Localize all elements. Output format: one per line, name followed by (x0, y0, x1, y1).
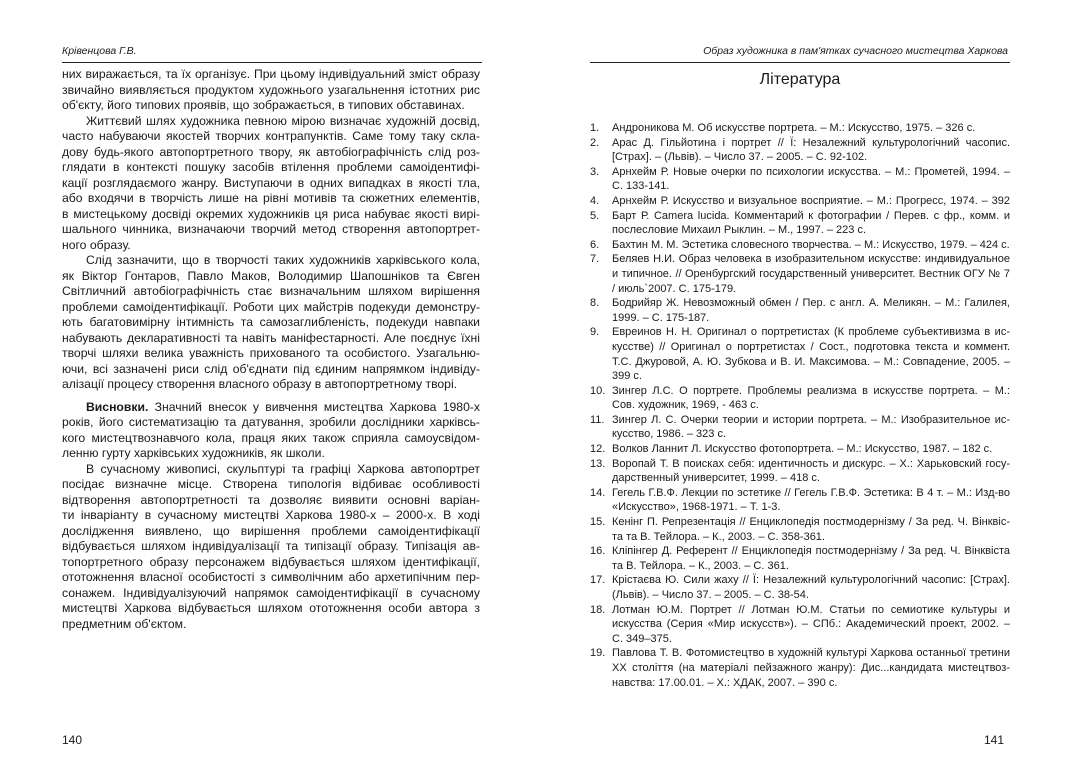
line-text: мистецтві Харкова відбувається шляхом ототожнення особи автора з (62, 601, 480, 615)
text-line (62, 493, 480, 509)
line-text: ючи, всі зазначені риси слід об'єднати під єдиним напрямком індивіду- (62, 361, 480, 376)
running-head-title: Образ художника в пам'ятках сучасного мистецтва Харкова (703, 45, 1008, 57)
line-text: ототожнення власної особистості з символічним або архетипічним пер- (62, 570, 480, 584)
paragraph (62, 253, 480, 393)
reference-number: 14. (590, 486, 606, 499)
reference-item (590, 252, 1010, 296)
reference-text (612, 603, 1010, 647)
reference-item (590, 573, 1010, 602)
reference-line: Барт Р. Camera lucida. Комментарий к фотографии / Перев. с фр., комм. и (612, 209, 1010, 222)
reference-item (590, 413, 1010, 442)
reference-text (612, 194, 1010, 209)
reference-text (612, 121, 1010, 136)
line-text: часто набуваючи якостей творчих контрапунктів. Саме тому таку скла- (62, 129, 480, 143)
reference-text (612, 296, 1010, 325)
text-line (62, 555, 480, 571)
reference-item (590, 457, 1010, 486)
reference-number: 12. (590, 443, 606, 456)
conclusions-heading: Висновки. (86, 399, 149, 414)
line-text: звичайно виявляється продуктом художнього узагальнення істотних рис (62, 82, 480, 97)
reference-text (612, 573, 1010, 602)
reference-line: послесловие Михаил Рыклин. – М., 1997. – 223 с. (612, 224, 867, 237)
reference-item (590, 384, 1010, 413)
line-text: шального чинника, визначаючи творчий метод створення автопортрет- (62, 222, 480, 236)
reference-line: Арнхейм Р. Новые очерки по психологии искусства. – М.: Прометей, 1994. – (612, 165, 1010, 178)
reference-number: 3. (590, 165, 600, 178)
reference-line: 1999. – С. 175-187. (612, 311, 710, 324)
reference-item (590, 296, 1010, 325)
line-text: них виражається, та їх організує. При цьому індивідуальний зміст образу (62, 67, 480, 81)
reference-line: Лотман Ю.М. Портрет // Лотман Ю.М. Статьи по семиотике культуры и (612, 603, 1010, 616)
text-line (62, 300, 480, 316)
reference-line: и типичное. // Оренбургский государственный университет. Вестник ОГУ № 7 (612, 267, 1010, 280)
reference-line: кусство, 1986. – 323 с. (612, 428, 727, 441)
line-text: глядати в контексті пошуку засобів втілення проблеми самоідентифі- (62, 160, 480, 174)
reference-line: Бодрийяр Ж. Невозможный обмен / Пер. с англ. А. Меликян. – М.: Галилея, (612, 297, 1010, 310)
reference-line: Сов. художник, 1969, - 463 с. (612, 399, 759, 412)
line-text: сонажем. Індивідуалізуючий напрямок самоідентифікації в сучасному (62, 585, 480, 600)
text-line (62, 160, 480, 176)
reference-line: та та В. Тейлора. – К., 2003. – С. 358-361. (612, 530, 825, 543)
reference-line: кусстве) // Оригинал о портретистах / Сост., подготовка текста и коммент. (612, 340, 1010, 353)
reference-line: Кліпінгер Д. Референт // Енциклопедія постмодернізму / За ред. Ч. Вінквіста (612, 545, 1010, 558)
reference-line: Крістаєва Ю. Сили жаху // Ї: Незалежний культурологічний часопис: [Страх]. (612, 574, 1010, 587)
page-number: 140 (62, 733, 83, 747)
reference-text (612, 413, 1010, 442)
reference-text (612, 646, 1010, 690)
line-text: ють багатовимірну інтимність та самозаглибленість, подекуди навпаки (62, 315, 480, 329)
reference-number: 10. (590, 384, 606, 397)
reference-number: 4. (590, 194, 600, 207)
reference-line: та В. Тейлора. – К., 2003. – С. 361. (612, 559, 789, 572)
reference-number: 7. (590, 253, 600, 266)
line-text: кого мистецтвознавчого кола, праця яких також сприяла самоусвідом- (62, 430, 480, 445)
reference-number: 9. (590, 326, 600, 339)
text-line (62, 601, 480, 617)
reference-line: Зингер Л. С. Очерки теории и истории портрета. – М.: Изобразительное ис- (612, 413, 1010, 426)
line-text: дову будь-якого автопортретного твору, як автобіографічність слід роз- (62, 144, 480, 159)
reference-line: [Страх]. – (Львів). – Число 37. – 2005. – С. 92-102. (612, 151, 868, 164)
reference-item (590, 515, 1010, 544)
line-text: відбувається шляхом індивідуалізації та типізації образу. Типізація ав- (62, 539, 480, 553)
line-text: кації розглядаємого жанру. Виступаючи в одних випадках в якості тла, (62, 175, 480, 190)
reference-line: С. 349–375. (612, 632, 672, 645)
reference-line: «Искусство», 1968-1971. – Т. 1-3. (612, 501, 781, 514)
reference-line: Бахтин М. М. Эстетика словесного творчества. – М.: Искусство, 1979. – 424 с. (612, 238, 1010, 251)
reference-line: дарственный университет, 1999. – 418 с. (612, 472, 820, 485)
text-line (62, 524, 480, 540)
text-line (62, 331, 480, 347)
line-text: в мистецькому досвіді окремих художників ця риса набуває якості вирі- (62, 206, 480, 221)
text-line (62, 315, 480, 331)
reference-number: 17. (590, 574, 606, 587)
line-text: або входячи в творчість лише на рівні мотивів та сюжетних елементів, (62, 191, 480, 205)
text-line (62, 617, 480, 633)
text-line (62, 269, 480, 285)
reference-text (612, 442, 1010, 457)
reference-line: Гегель Г.В.Ф. Лекции по эстетике // Гегель Г.В.Ф. Эстетика: В 4 т. – М.: Изд-во (612, 486, 1010, 499)
text-line (62, 539, 480, 555)
reference-line: Воропай Т. В поисках себя: идентичность и дискурс. – Х.: Харьковский госу- (612, 457, 1010, 470)
reference-line: Т.С. Джуровой, А. Ю. Зубкова и В. И. Максимова. – М.: Совпадение, 2005. – (612, 355, 1010, 368)
reference-text (612, 136, 1010, 165)
reference-line: ХХ століття (на матеріалі пейзажного жанру): Дис...кандидата мистецтвоз- (612, 661, 1010, 674)
line-text: В сучасному живописі, скульптурі та графіці Харкова автопортрет (86, 461, 480, 476)
text-line (62, 446, 480, 462)
line-text: творчі шляхи велика уважність прихованого та особистого. Узагальню- (62, 346, 480, 360)
reference-line: (Львів). – Число 37. – 2005. – С. 38-54. (612, 589, 809, 601)
line-text: відтворення автопортретності та дозволяє виявити основні варіан- (62, 492, 480, 507)
reference-text (612, 384, 1010, 413)
line-text: Слід зазначити, що в творчості таких художників харківського кола, (86, 253, 480, 267)
text-line (62, 207, 480, 223)
reference-line: Арнхейм Р. Искусство и визуальное восприятие. – М.: Прогресс, 1974. – 392 (612, 194, 1010, 207)
line-text: Світличний автобіографічність стає визначальним шляхом вирішення (62, 284, 480, 298)
reference-number: 15. (590, 516, 606, 529)
paragraph (62, 400, 480, 462)
reference-text (612, 515, 1010, 544)
line-text: ти інваріанту в сучасному мистецтві Харкова 1980-х – 2000-х. В ході (62, 508, 480, 522)
line-text: дослідження виявлено, що вирішення проблеми самоідентифікації (62, 523, 480, 538)
reference-line: Павлова Т. В. Фотомистецтво в художній культурі Харкова останньої третини (612, 647, 1010, 660)
text-line (62, 570, 480, 586)
reference-line: Арас Д. Гільйотина і портрет // Ї: Незалежний культурологічний часопис. (612, 136, 1010, 149)
reference-text (612, 544, 1010, 573)
line-text: Значний внесок у вивчення мистецтва Харкова 1980-х (148, 399, 480, 414)
reference-number: 5. (590, 209, 600, 222)
line-text: набувають декларативності та навіть маніфестарності. Але поєднує їхні (62, 330, 480, 345)
line-text: Життєвий шлях художника певною мірою визначає художній досвід, (86, 113, 480, 128)
line-text: як Віктор Гонтаров, Павло Маков, Володимир Шапошніков та Євген (62, 268, 480, 283)
reference-item (590, 325, 1010, 383)
reference-text (612, 486, 1010, 515)
reference-text (612, 165, 1010, 194)
reference-number: 2. (590, 136, 600, 149)
reference-text (612, 238, 1010, 253)
reference-line: Волков Ланнит Л. Искусство фотопортрета. – М.: Искусство, 1987. – 182 с. (612, 443, 993, 456)
text-line (62, 83, 480, 99)
text-line (62, 477, 480, 493)
reference-text (612, 252, 1010, 296)
text-line (62, 67, 480, 83)
line-text: топортретного образу персонажем відбувається шляхом ідентифікації, (62, 554, 480, 569)
reference-number: 11. (590, 413, 605, 426)
reference-line: / июль`2007. С. 175-179. (612, 282, 737, 295)
line-text: посідає визначне місце. Створена типологія відбиває особливості (62, 477, 480, 491)
text-line (62, 586, 480, 602)
line-text: об'єкту, його типових проявів, що зображається, в типових обставинах. (62, 98, 465, 112)
text-line (62, 191, 480, 207)
paragraph (62, 67, 480, 114)
reference-line: Зингер Л.С. О портрете. Проблемы реализма в искусстве портрета. – М.: (612, 384, 1010, 397)
text-line (62, 462, 480, 478)
text-line (62, 129, 480, 145)
text-line (62, 253, 480, 269)
reference-number: 18. (590, 603, 606, 616)
body-text (62, 67, 480, 632)
reference-item (590, 603, 1010, 647)
section-title: Література (759, 71, 841, 88)
text-line (62, 346, 480, 362)
text-line (62, 176, 480, 192)
reference-number: 16. (590, 545, 606, 558)
text-line (62, 377, 480, 393)
text-line (62, 362, 480, 378)
reference-line: Кенінг П. Репрезентація // Енциклопедія постмодернізму / За ред. Ч. Вінквіс- (612, 516, 1010, 529)
reference-list (590, 121, 1010, 690)
line-text: проблеми самоідентифікації. Роботи цих майстрів подекуди демонстру- (62, 299, 480, 314)
reference-item (590, 544, 1010, 573)
reference-item (590, 486, 1010, 515)
reference-line: С. 133-141. (612, 180, 670, 193)
reference-number: 8. (590, 297, 600, 310)
line-text: ного образу. (62, 237, 131, 252)
text-line (62, 431, 480, 447)
reference-number: 19. (590, 647, 606, 660)
reference-item (590, 165, 1010, 194)
reference-item (590, 136, 1010, 165)
reference-line: искусства (Серия «Мир искусств»). – СПб.: Академический проект, 2002. – (612, 618, 1010, 631)
line-text: років, його систематизацію та датування, зробили дослідники харківсь- (62, 415, 480, 429)
reference-item (590, 238, 1010, 253)
text-line (62, 238, 480, 254)
text-line (62, 284, 480, 300)
text-line (62, 98, 480, 114)
reference-line: Евреинов Н. Н. Оригинал о портретистах (К проблеме субъективизма в ис- (612, 326, 1010, 339)
header-rule (62, 62, 482, 63)
reference-item (590, 209, 1010, 238)
line-text: ленню гурту харківських художників, як школи. (62, 446, 325, 460)
reference-line: Андроникова М. Об искусстве портрета. – М.: Искусство, 1975. – 326 с. (612, 122, 976, 134)
reference-text (612, 209, 1010, 238)
paragraph (62, 114, 480, 254)
running-head-author: Крівенцова Г.В. (62, 45, 137, 57)
text-line (62, 508, 480, 524)
reference-item (590, 442, 1010, 457)
reference-item (590, 646, 1010, 690)
paragraph (62, 462, 480, 633)
text-line (62, 114, 480, 130)
line-text: предметним об'єктом. (62, 616, 187, 631)
reference-item (590, 121, 1010, 136)
text-line (62, 145, 480, 161)
reference-number: 6. (590, 238, 600, 251)
reference-number: 13. (590, 457, 606, 470)
right-page (534, 0, 1068, 781)
reference-number: 1. (590, 122, 600, 134)
page-number: 141 (983, 733, 1004, 747)
reference-line: навства: 17.00.01. – Х.: ХДАК, 2007. – 390 с. (612, 676, 838, 689)
text-line (62, 400, 480, 416)
reference-line: Беляев Н.И. Образ человека в изобразительном искусстве: индивидуальное (612, 253, 1010, 266)
reference-text (612, 457, 1010, 486)
reference-text (612, 325, 1010, 383)
reference-item (590, 194, 1010, 209)
text-line (62, 415, 480, 431)
reference-line: 399 с. (612, 370, 642, 383)
header-rule (590, 62, 1010, 63)
line-text: алізації процесу створення власного образу в автопортретному творі. (62, 377, 458, 391)
text-line (62, 222, 480, 238)
